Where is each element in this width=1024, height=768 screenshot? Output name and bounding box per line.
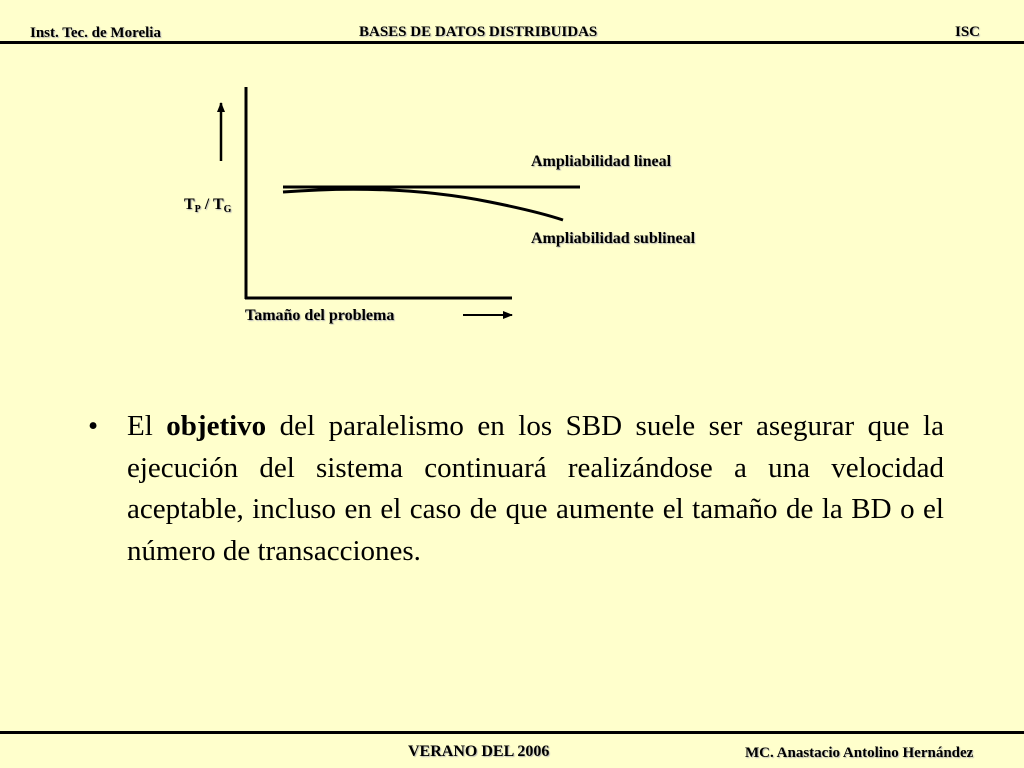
footer-term: VERANO DEL 2006 [408,743,550,760]
sublinear-scalability-curve [283,189,563,220]
bullet-marker: • [88,410,99,442]
bullet-rest: del paralelismo en los SBD suele ser asegurar que la ejecución del sistema continuará realizándose a una velocidad aceptable, incluso en el caso de que aumente el tamaño de la BD o el número de transacciones. [127,410,944,567]
bullet-prefix: El [127,410,167,442]
y-label-sub-g: G [223,204,232,215]
header-program: ISC [955,24,981,40]
y-label-sub-p: P [194,204,201,215]
footer-author: MC. Anastacio Antolino Hernández [745,745,974,761]
bullet-text [127,406,944,572]
sublinear-curve-label: Ampliabilidad sublineal [531,230,696,247]
y-label-t2: T [212,196,224,213]
y-axis-label [184,196,231,215]
footer-rule [0,731,1024,734]
linear-curve-label: Ampliabilidad lineal [531,153,672,170]
header-institution: Inst. Tec. de Morelia [30,25,161,41]
objective-bullet [82,406,944,572]
y-label-separator: / [200,196,213,213]
header-course-title: BASES DE DATOS DISTRIBUIDAS [359,24,598,40]
y-label-t1: T [184,196,195,213]
x-axis-label: Tamaño del problema [245,307,395,324]
bullet-emphasis: objetivo [166,410,267,442]
